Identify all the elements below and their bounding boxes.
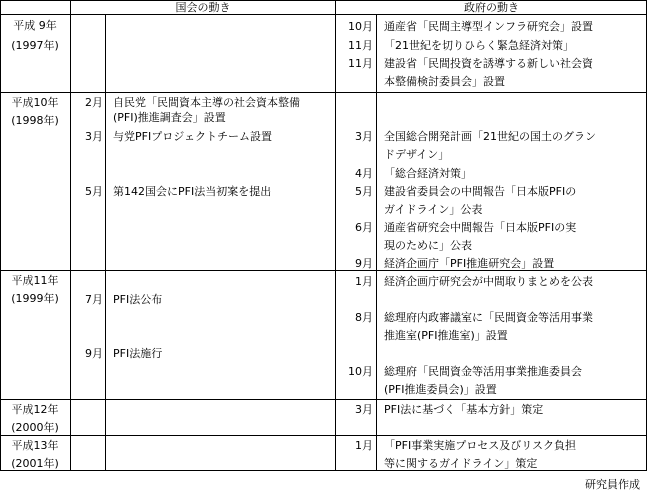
- year-label: 平成12年: [11, 403, 59, 416]
- kokkai-month: 5月: [85, 185, 103, 198]
- seifu-month: 4月: [355, 167, 373, 180]
- seifu-event: 通産省「民間主導型インフラ研究会」設置: [384, 20, 593, 33]
- year-label-western: (1999年): [11, 292, 59, 305]
- seifu-month: 10月: [348, 20, 373, 33]
- seifu-event: 経済企画庁研究会が中間取りまとめを公表: [384, 275, 593, 288]
- seifu-event: 現のために」公表: [384, 239, 472, 252]
- seifu-event: 全国総合開発計画「21世紀の国土のグラン: [384, 130, 596, 143]
- kokkai-month: 3月: [85, 130, 103, 143]
- seifu-month: 10月: [348, 365, 373, 378]
- kokkai-event: 自民党「民間資本主導の社会資本整備: [113, 96, 300, 109]
- kokkai-month: 2月: [85, 96, 103, 109]
- seifu-event: (PFI推進委員会)」設置: [384, 383, 497, 396]
- year-label-western: (2000年): [11, 421, 59, 434]
- seifu-event: 総理府内政審議室に「民間資金等活用事業: [384, 311, 593, 324]
- kokkai-month: 9月: [85, 347, 103, 360]
- seifu-event: 本整備検討委員会」設置: [384, 75, 505, 88]
- header-seifu: 政府の動き: [464, 1, 519, 14]
- seifu-event: ドデザイン」: [384, 148, 450, 161]
- kokkai-event: (PFI)推進調査会」設置: [113, 111, 226, 124]
- year-label: 平成 9年: [13, 19, 57, 32]
- seifu-event: 経済企画庁「PFI推進研究会」設置: [384, 257, 555, 270]
- year-label: 平成10年: [11, 96, 59, 109]
- year-label-western: (2001年): [11, 457, 59, 470]
- kokkai-event: 第142国会にPFI法当初案を提出: [113, 185, 272, 198]
- seifu-month: 11月: [348, 57, 373, 70]
- seifu-month: 3月: [355, 403, 373, 416]
- source-note: 研究員作成: [585, 478, 640, 491]
- seifu-event: 建設省委員会の中間報告「日本版PFIの: [384, 185, 577, 198]
- year-label: 平成11年: [11, 274, 59, 287]
- year-label: 平成13年: [11, 439, 59, 452]
- header-kokkai: 国会の動き: [175, 1, 231, 14]
- seifu-event: 「総合経済対策」: [384, 167, 472, 180]
- seifu-event: 「PFI事業実施プロセス及びリスク負担: [384, 439, 576, 452]
- seifu-month: 1月: [355, 439, 373, 452]
- seifu-event: 総理府「民間資金等活用事業推進委員会: [384, 365, 582, 378]
- seifu-month: 1月: [355, 275, 373, 288]
- seifu-event: ガイドライン」公表: [384, 203, 483, 216]
- seifu-event: 「21世紀を切りひらく緊急経済対策」: [384, 39, 574, 52]
- seifu-event: 建設省「民間投資を誘導する新しい社会資: [384, 57, 593, 70]
- seifu-month: 11月: [348, 39, 373, 52]
- seifu-event: PFI法に基づく「基本方針」策定: [384, 403, 544, 416]
- seifu-event: 通産省研究会中間報告「日本版PFIの実: [384, 221, 577, 234]
- seifu-month: 3月: [355, 130, 373, 143]
- seifu-event: 等に関するガイドライン」策定: [384, 457, 538, 470]
- seifu-month: 8月: [355, 311, 373, 324]
- kokkai-event: PFI法施行: [113, 347, 163, 360]
- seifu-month: 9月: [355, 257, 373, 270]
- seifu-month: 5月: [355, 185, 373, 198]
- kokkai-event: 与党PFIプロジェクトチーム設置: [113, 130, 272, 143]
- seifu-month: 6月: [355, 221, 373, 234]
- year-label-western: (1998年): [11, 114, 59, 127]
- year-label-western: (1997年): [11, 39, 59, 52]
- seifu-event: 推進室(PFI推進室)」設置: [384, 329, 508, 342]
- kokkai-month: 7月: [85, 293, 103, 306]
- kokkai-event: PFI法公布: [113, 293, 163, 306]
